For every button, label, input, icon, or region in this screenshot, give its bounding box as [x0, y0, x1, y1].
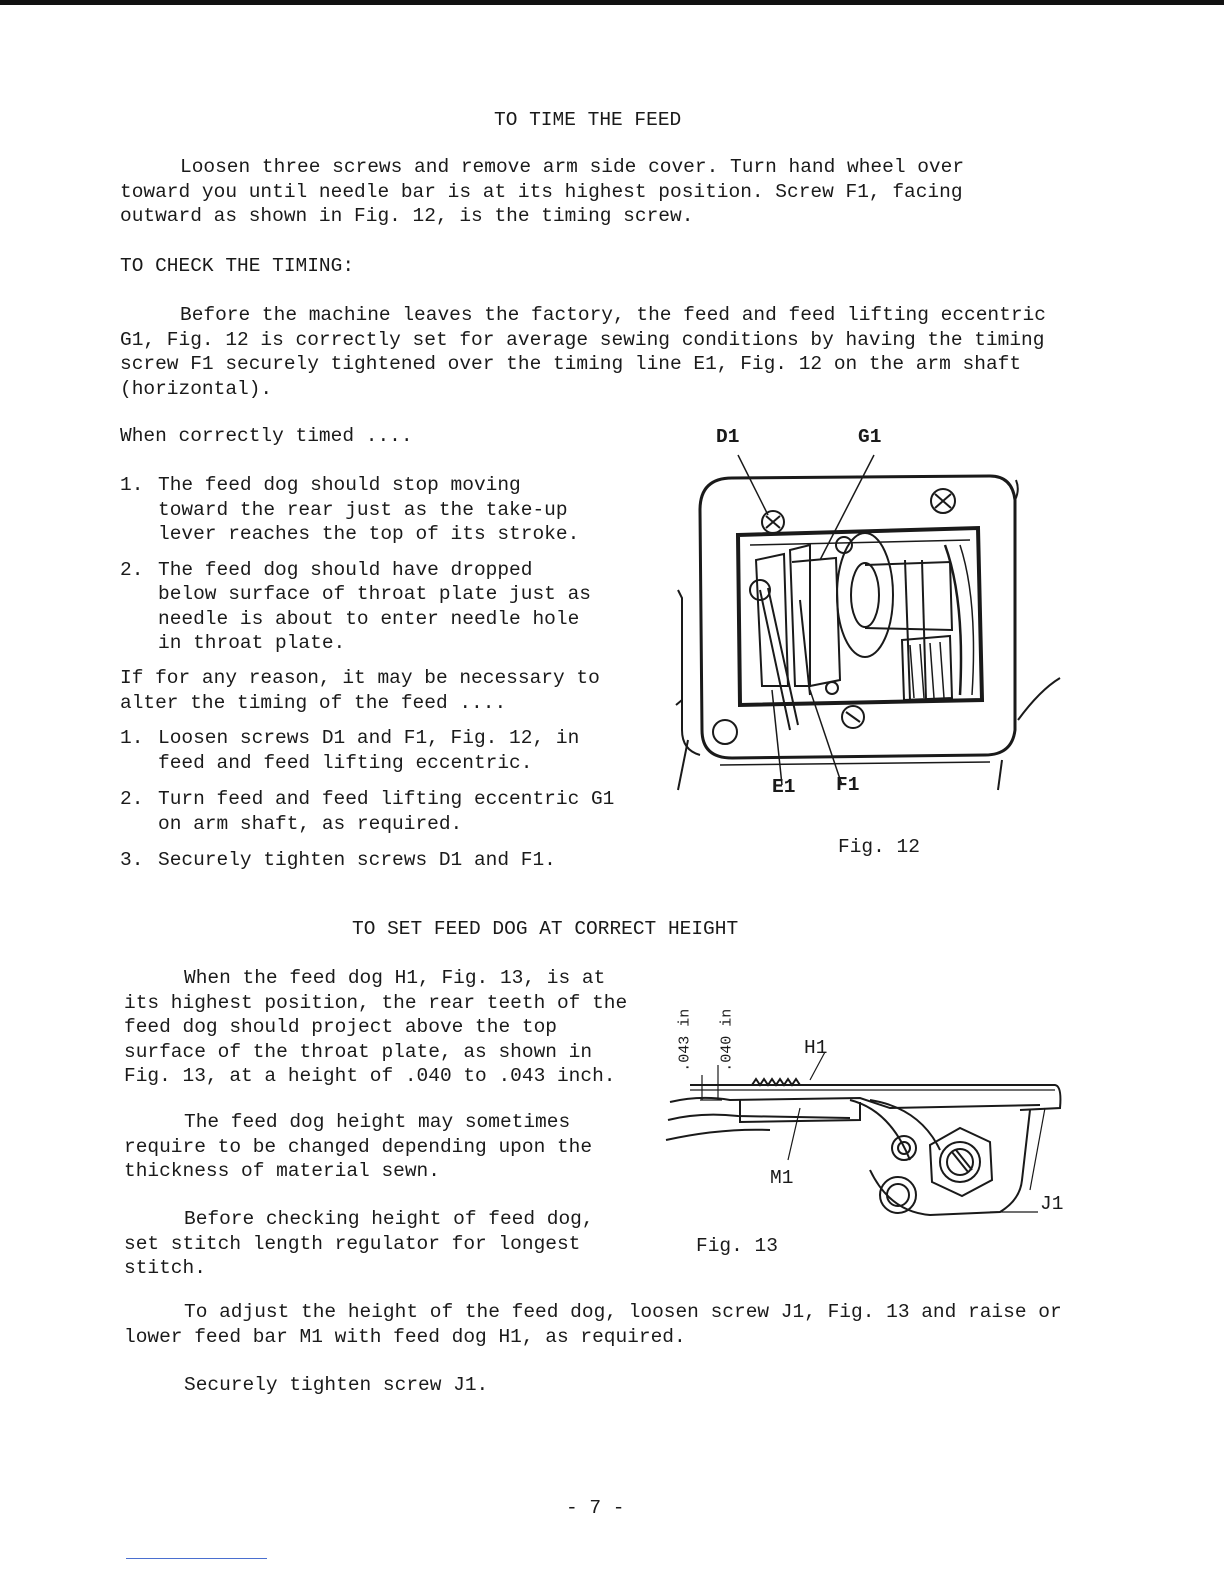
label-h1: H1 [804, 1037, 828, 1059]
bottom-rule [126, 1558, 267, 1559]
figure-12 [660, 420, 1070, 870]
intro-paragraph: Loosen three screws and remove arm side cover. Turn hand wheel over toward you until needle bar is at its highest position. Screw F1, facing outward as shown in Fig. 12, is the timing screw. [120, 156, 965, 227]
label-m1: M1 [770, 1167, 794, 1189]
check-timing-heading: TO CHECK THE TIMING: [120, 255, 355, 277]
timed-list [120, 473, 595, 656]
when-timed-text: When correctly timed .... [120, 425, 413, 447]
label-d1: D1 [716, 426, 740, 448]
top-edge-bar [0, 0, 1224, 5]
feed-dog-paragraph-2: The feed dog height may sometimes require to be changed depending upon the thickness of material sewn. [124, 1111, 593, 1182]
list-item: 1. The feed dog should stop moving toward the rear just as the take-up lever reaches the top of its stroke. [120, 474, 580, 545]
alter-list [120, 726, 635, 873]
label-e1: E1 [772, 776, 796, 798]
list-item: 2. Turn feed and feed lifting eccentric G1 on arm shaft, as required. [120, 788, 615, 835]
figure-13-caption: Fig. 13 [696, 1235, 778, 1257]
feed-dog-paragraph-1: When the feed dog H1, Fig. 13, is at its highest position, the rear teeth of the feed dog should project above the top surface of the throat plate, as shown in Fig. 13, at a height of .040 to .043 inch. [124, 967, 628, 1087]
alter-intro-paragraph: If for any reason, it may be necessary to alter the timing of the feed .... [120, 667, 600, 714]
feed-dog-paragraph-3: Before checking height of feed dog, set stitch length regulator for longest stitch. [124, 1208, 594, 1279]
dimension-040: .040 in [718, 1008, 736, 1072]
list-item: 3. Securely tighten screws D1 and F1. [120, 849, 556, 871]
label-f1: F1 [836, 774, 860, 796]
list-item: 1. Loosen screws D1 and F1, Fig. 12, in feed and feed lifting eccentric. [120, 727, 580, 774]
label-j1: J1 [1040, 1193, 1064, 1215]
feed-mechanism-illustration [660, 450, 1070, 810]
label-g1: G1 [858, 426, 882, 448]
figure-13 [660, 990, 1080, 1270]
dimension-043: .043 in [676, 1008, 694, 1072]
feed-dog-height-illustration [660, 990, 1080, 1230]
list-item: 2. The feed dog should have dropped below surface of throat plate just as needle is about to enter needle hole in throat plate. [120, 558, 591, 654]
page-number: - 7 - [566, 1497, 625, 1519]
figure-12-caption: Fig. 12 [838, 836, 920, 858]
section-title-time-feed: TO TIME THE FEED [494, 109, 682, 131]
factory-paragraph: Before the machine leaves the factory, the feed and feed lifting eccentric G1, Fig. 12 is correctly set for average sewing conditions by having the timing screw F1 securely tightened over the timing line E1, Fig. 12 on the arm shaft (horizontal). [120, 304, 1046, 400]
feed-dog-paragraph-4: To adjust the height of the feed dog, loosen screw J1, Fig. 13 and raise or lower feed bar M1 with feed dog H1, as required. [124, 1301, 1062, 1348]
section-title-feed-dog-height: TO SET FEED DOG AT CORRECT HEIGHT [352, 918, 739, 940]
feed-dog-paragraph-5: Securely tighten screw J1. [184, 1374, 489, 1396]
